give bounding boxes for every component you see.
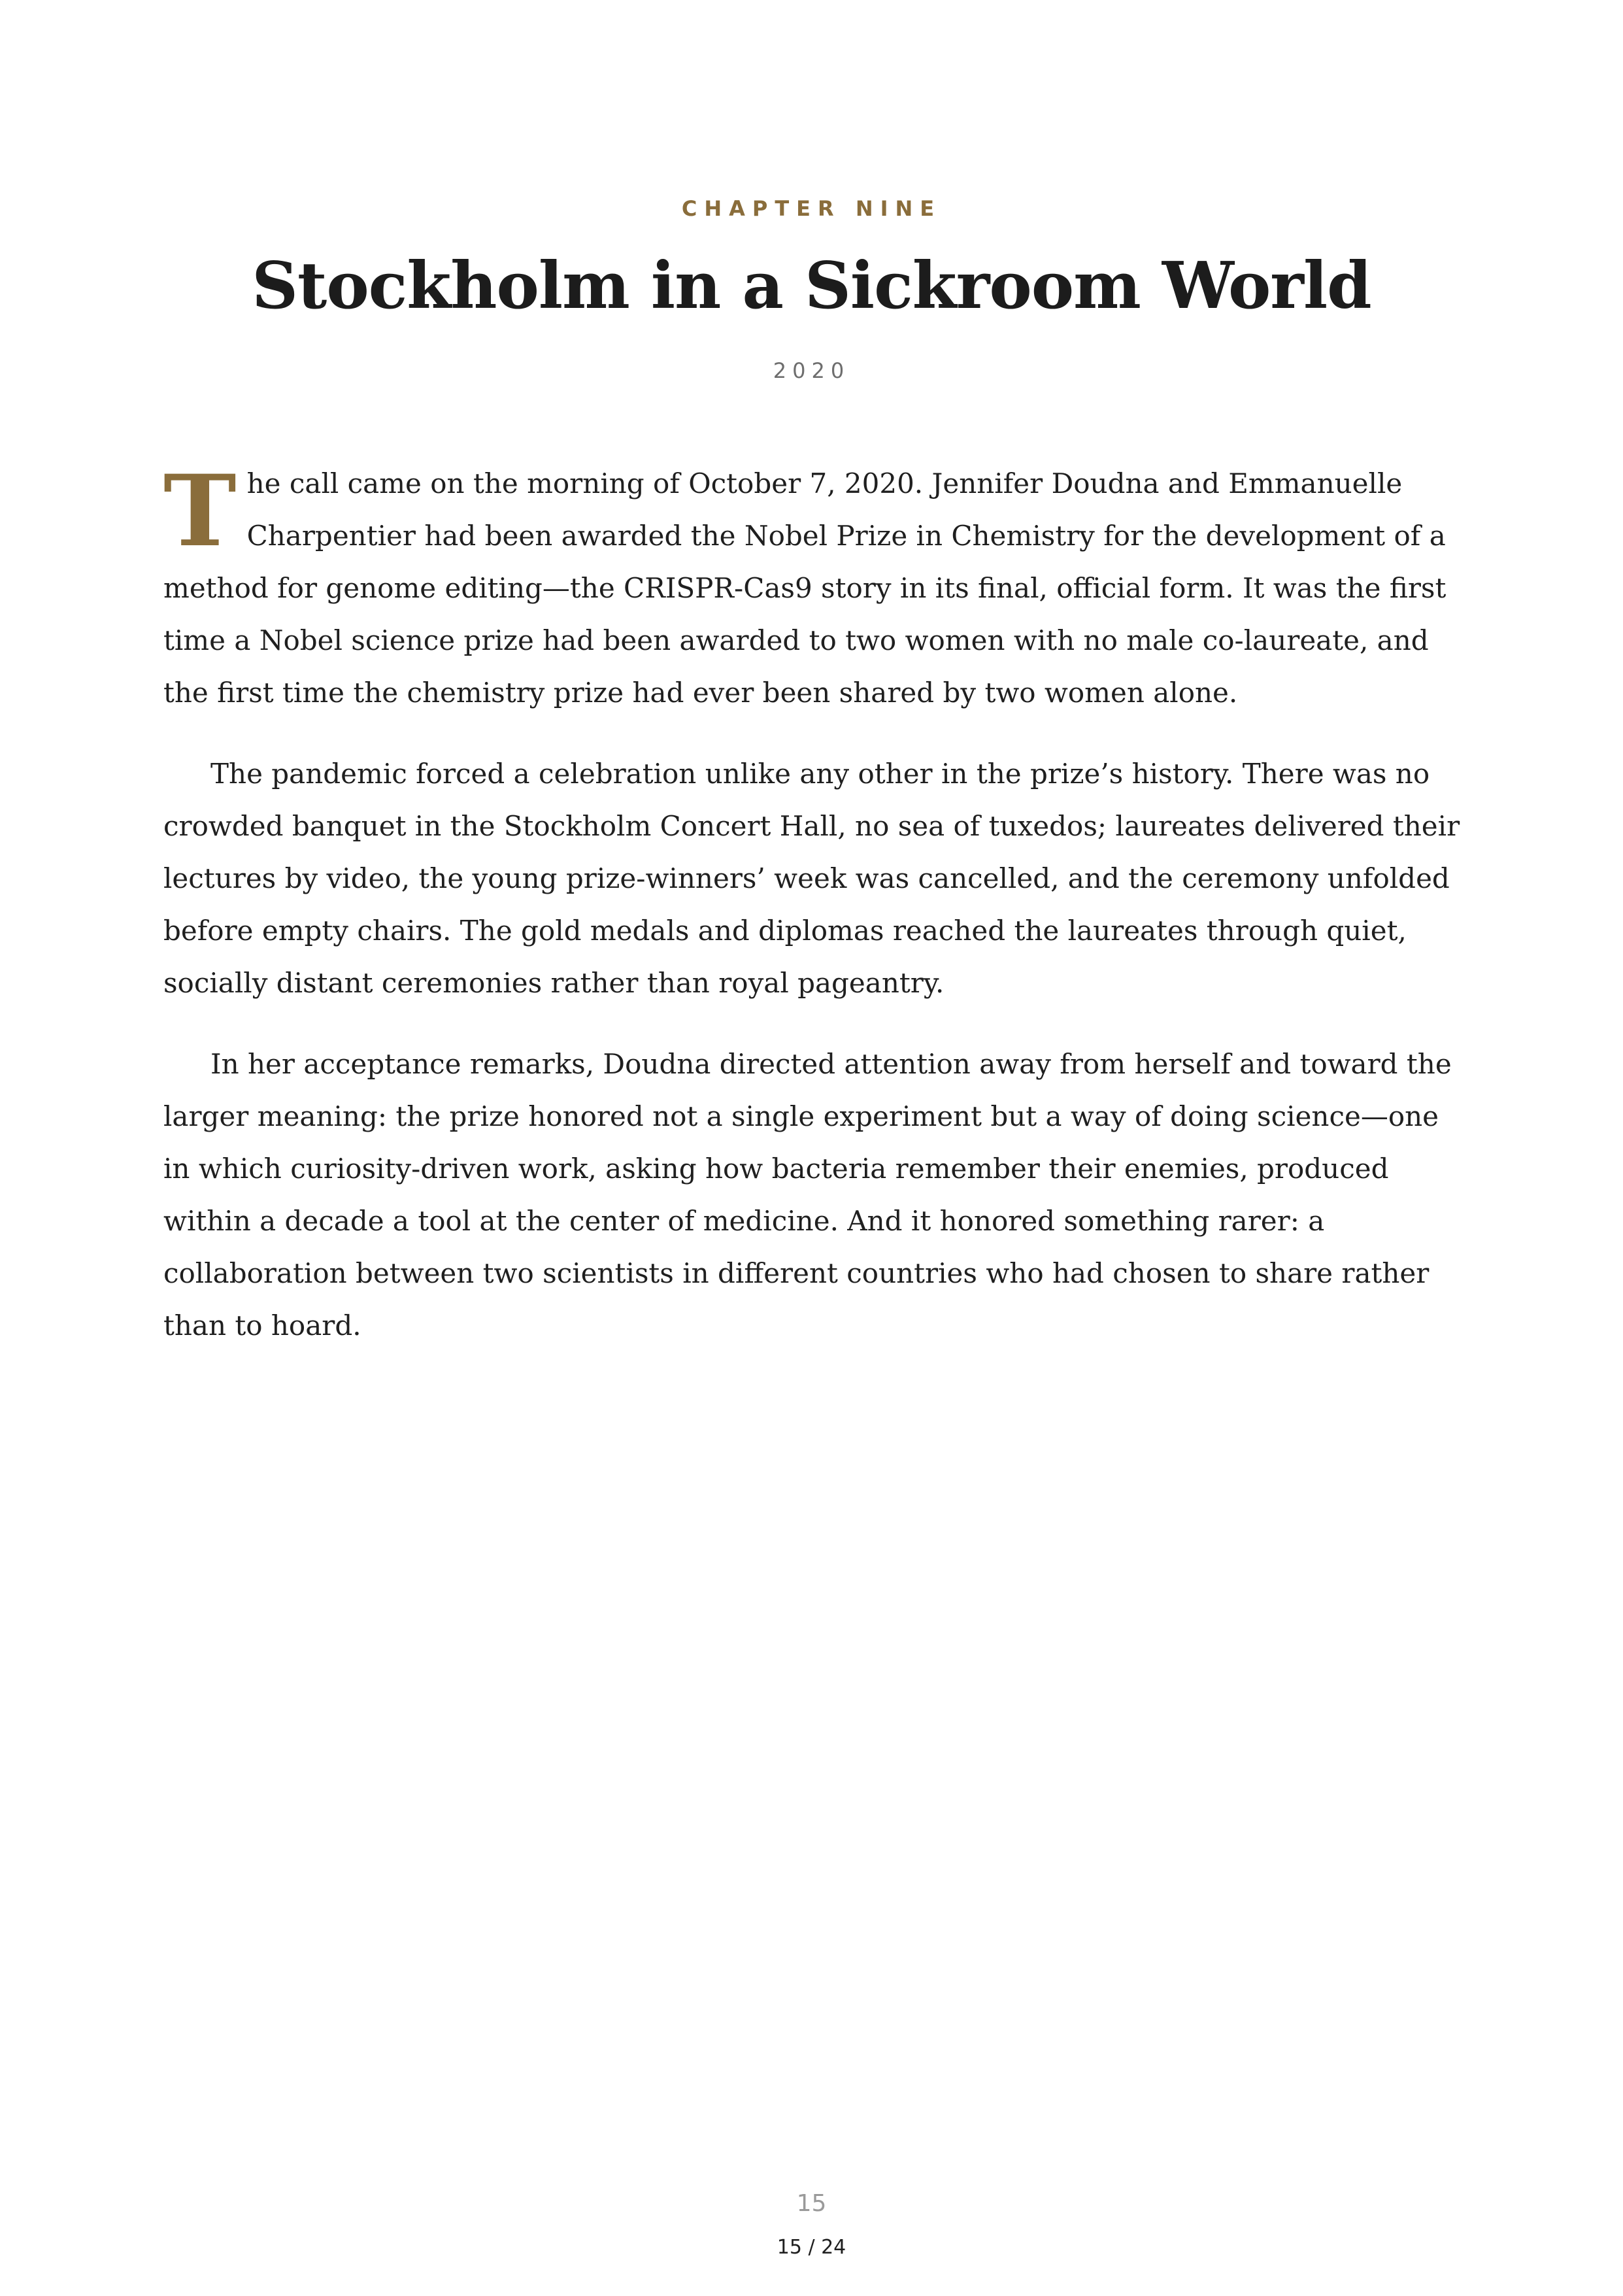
paragraph-3: In her acceptance remarks, Doudna directed attention away from herself and toward the larger meaning: the prize honored not a single experiment but a way of doing science—one in which curiosity-driven work, asking how bacteria remember their enemies, produced within a decade a tool at the center of medicine. And it honored something rarer: a collaboration between two scientists in different countries who had chosen to share rather than to hoard. <box>163 1048 1452 1342</box>
chapter-year: 2020 <box>773 358 850 383</box>
paragraph-1-text: he call came on the morning of October 7, 2020. Jennifer Doudna and Emmanuelle Charpentier had been awarded the Nobel Prize in Chemistry for the development of a method for genome editing—the CRISPR-Cas9 story in its final, official form. It was the first time a Nobel science prize had been awarded to two women with no male co-laureate, and the first time the chemistry prize had ever been shared by two women alone. <box>163 467 1447 709</box>
drop-cap: T <box>163 454 237 569</box>
chapter-label: CHAPTER NINE <box>681 196 942 221</box>
chapter-title: Stockholm in a Sickroom World <box>252 248 1371 324</box>
page-number: 15 <box>796 2190 827 2217</box>
page-counter: 15 / 24 <box>777 2236 846 2259</box>
paragraph-1 <box>163 454 1471 719</box>
paragraph-2: The pandemic forced a celebration unlike any other in the prize’s history. There was no crowded banquet in the Stockholm Concert Hall, no sea of tuxedos; laureates delivered their lectures by video, the young prize-winners’ week was cancelled, and the ceremony unfolded before empty chairs. The gold medals and diplomas reached the laureates through quiet, socially distant ceremonies rather than royal pageantry. <box>163 758 1460 999</box>
chapter-body <box>163 454 1471 1381</box>
